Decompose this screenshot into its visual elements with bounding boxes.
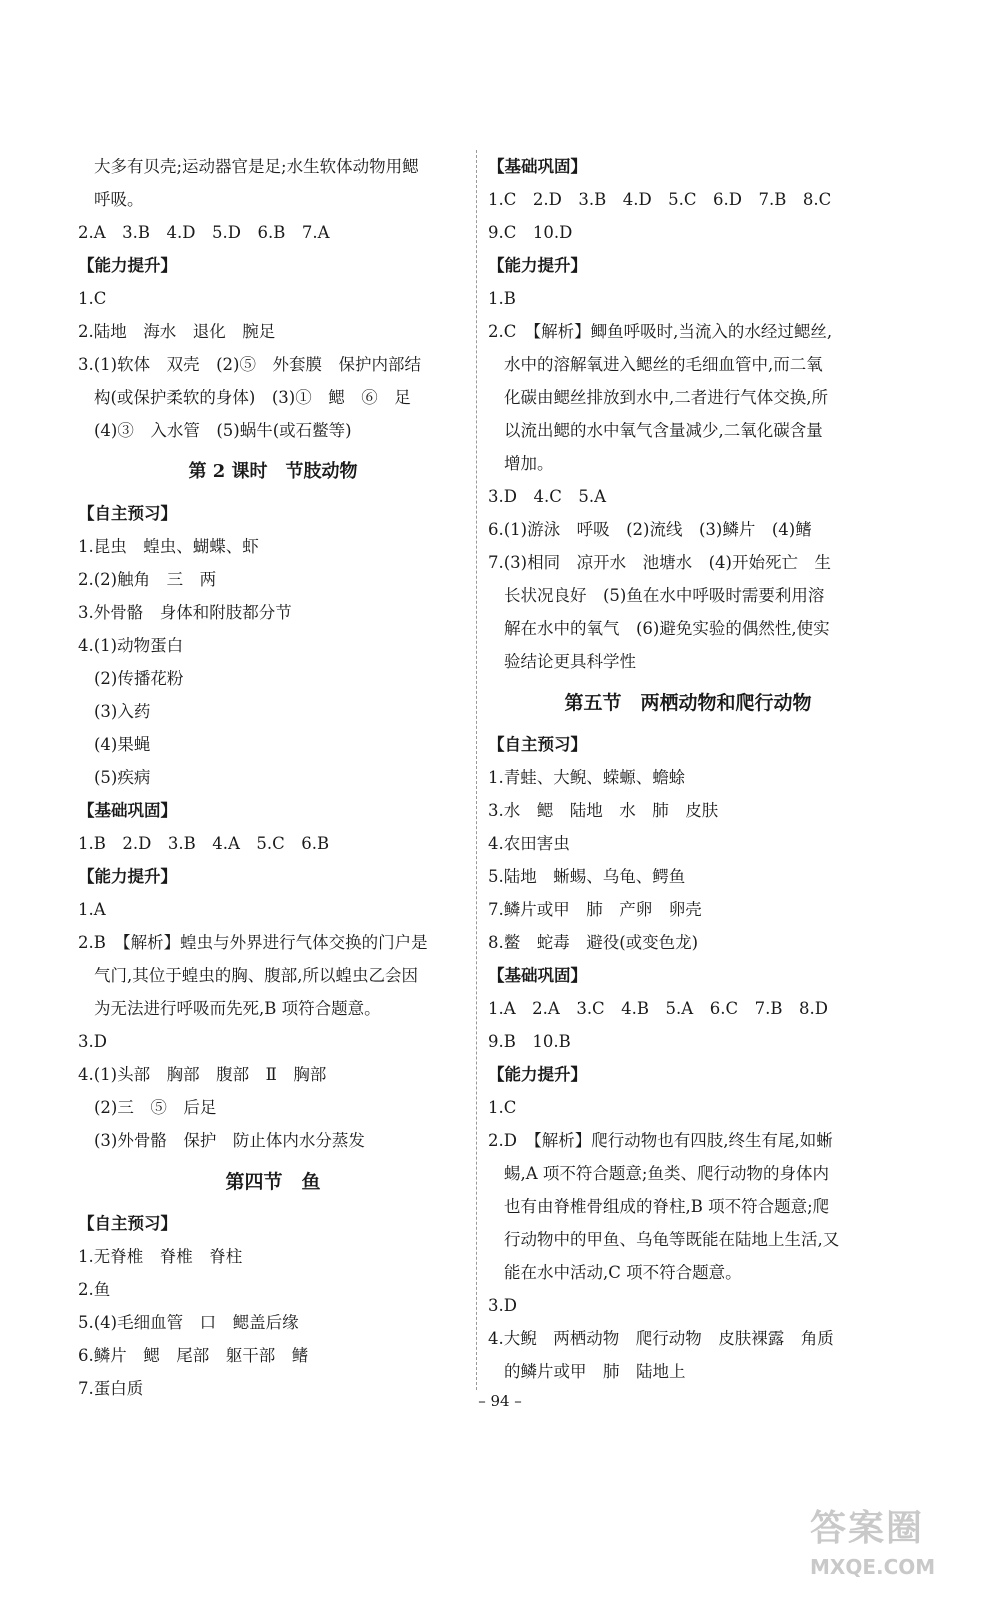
chapter-title: 第四节 鱼	[225, 1171, 321, 1193]
answer-continuation: (2)传播花粉	[94, 669, 184, 688]
left-column	[78, 150, 468, 1405]
watermark-logo	[810, 1500, 990, 1595]
answer-continuation: (4)果蝇	[94, 735, 151, 754]
subsection-heading: 【能力提升】	[78, 256, 177, 275]
answer-continuation: 气门,其位于蝗虫的胸、腹部,所以蝗虫乙会因	[94, 966, 418, 985]
answer-line: 1.C 2.D 3.B 4.D 5.C 6.D 7.B 8.C	[488, 190, 832, 209]
answer-continuation: 解在水中的氧气 (6)避免实验的偶然性,使实	[504, 619, 830, 638]
answer-line: 9.C 10.D	[488, 223, 573, 242]
answer-line: 5.(4)毛细血管 口 鳃盖后缘	[78, 1313, 299, 1332]
answer-line: 1.青蛙、大鲵、蝾螈、蟾蜍	[488, 768, 686, 787]
section-title: 第 2 课时 节肢动物	[188, 461, 358, 482]
answer-line: 2.(2)触角 三 两	[78, 570, 217, 589]
answer-line: 7.蛋白质	[78, 1379, 144, 1398]
answer-line: 6.鳞片 鳃 尾部 躯干部 鳍	[78, 1346, 309, 1365]
answer-line: 7.(3)相同 凉开水 池塘水 (4)开始死亡 生	[488, 553, 831, 572]
answer-line: 5.陆地 蜥蜴、乌龟、鳄鱼	[488, 867, 686, 886]
subsection-heading: 【基础巩固】	[488, 157, 587, 176]
answer-line: 2.D 【解析】爬行动物也有四肢,终生有尾,如蜥	[488, 1131, 833, 1150]
answer-continuation: (3)入药	[94, 702, 151, 721]
answer-continuation: 增加。	[504, 454, 554, 473]
answer-line: 2.C 【解析】鲫鱼呼吸时,当流入的水经过鳃丝,	[488, 322, 833, 341]
answer-continuation: 呼吸。	[94, 190, 144, 209]
answer-line: 3.水 鳃 陆地 水 肺 皮肤	[488, 801, 719, 820]
answer-line: 2.鱼	[78, 1280, 111, 1299]
answer-line: 3.D 4.C 5.A	[488, 487, 606, 506]
answer-continuation: 水中的溶解氧进入鳃丝的毛细血管中,而二氧	[504, 355, 823, 374]
answer-line: 2.A 3.B 4.D 5.D 6.B 7.A	[78, 223, 330, 242]
answer-line: 3.D	[78, 1032, 107, 1051]
subsection-heading: 【能力提升】	[488, 1065, 587, 1084]
answer-continuation: 以流出鳃的水中氧气含量减少,二氧化碳含量	[504, 421, 823, 440]
answer-line: 2.B 【解析】蝗虫与外界进行气体交换的门户是	[78, 933, 428, 952]
page-number: – 94 –	[478, 1392, 522, 1410]
watermark-logo-text: 答案圈	[810, 1508, 925, 1549]
answer-line: 8.鳖 蛇毒 避役(或变色龙)	[488, 933, 699, 952]
answer-line: 1.无脊椎 脊椎 脊柱	[78, 1247, 243, 1266]
column-divider	[476, 150, 477, 1390]
answer-line: 1.昆虫 蝗虫、蝴蝶、虾	[78, 537, 259, 556]
answer-continuation: 化碳由鳃丝排放到水中,二者进行气体交换,所	[504, 388, 828, 407]
answer-continuation: (5)疾病	[94, 768, 151, 787]
answer-line: 6.(1)游泳 呼吸 (2)流线 (3)鳞片 (4)鳍	[488, 520, 812, 539]
subsection-heading: 【能力提升】	[488, 256, 587, 275]
subsection-heading: 【自主预习】	[78, 504, 177, 523]
answer-line: 1.A	[78, 900, 106, 919]
answer-line: 4.(1)头部 胸部 腹部 Ⅱ 胸部	[78, 1065, 327, 1084]
answer-continuation: 的鳞片或甲 肺 陆地上	[504, 1362, 686, 1381]
answer-continuation: 为无法进行呼吸而先死,B 项符合题意。	[94, 999, 381, 1018]
subsection-heading: 【基础巩固】	[488, 966, 587, 985]
answer-continuation: 能在水中活动,C 项不符合题意。	[504, 1263, 742, 1282]
answer-continuation: 验结论更具科学性	[504, 652, 636, 671]
answer-line: 2.陆地 海水 退化 腕足	[78, 322, 276, 341]
answer-line: 1.C	[488, 1098, 517, 1117]
watermark-url: MXQE.COM	[810, 1555, 936, 1579]
answer-continuation: (4)③ 入水管 (5)蜗牛(或石鳖等)	[94, 421, 352, 440]
answer-line: 9.B 10.B	[488, 1032, 571, 1051]
answer-continuation: 蜴,A 项不符合题意;鱼类、爬行动物的身体内	[504, 1164, 829, 1183]
answer-line: 7.鳞片或甲 肺 产卵 卵壳	[488, 900, 702, 919]
answer-line: 3.外骨骼 身体和附肢都分节	[78, 603, 292, 622]
answer-line: 4.大鲵 两栖动物 爬行动物 皮肤裸露 角质	[488, 1329, 834, 1348]
answer-line: 4.农田害虫	[488, 834, 570, 853]
answer-continuation: 长状况良好 (5)鱼在水中呼吸时需要利用溶	[504, 586, 825, 605]
answer-line: 1.A 2.A 3.C 4.B 5.A 6.C 7.B 8.D	[488, 999, 828, 1018]
subsection-heading: 【能力提升】	[78, 867, 177, 886]
answer-line: 1.B 2.D 3.B 4.A 5.C 6.B	[78, 834, 330, 853]
answer-line: 3.(1)软体 双壳 (2)⑤ 外套膜 保护内部结	[78, 355, 421, 374]
answer-continuation: 大多有贝壳;运动器官是足;水生软体动物用鳃	[94, 157, 419, 176]
chapter-title: 第五节 两栖动物和爬行动物	[564, 692, 812, 714]
answer-continuation: 也有由脊椎骨组成的脊柱,B 项不符合题意;爬	[504, 1197, 830, 1216]
subsection-heading: 【自主预习】	[78, 1214, 177, 1233]
subsection-heading: 【基础巩固】	[78, 801, 177, 820]
answer-continuation: (3)外骨骼 保护 防止体内水分蒸发	[94, 1131, 365, 1150]
subsection-heading: 【自主预习】	[488, 735, 587, 754]
answer-continuation: 行动物中的甲鱼、乌龟等既能在陆地上生活,又	[504, 1230, 840, 1249]
right-column	[488, 150, 888, 1388]
answer-line: 3.D	[488, 1296, 517, 1315]
answer-line: 1.C	[78, 289, 107, 308]
answer-continuation: (2)三 ⑤ 后足	[94, 1098, 217, 1117]
answer-line: 4.(1)动物蛋白	[78, 636, 184, 655]
answer-continuation: 构(或保护柔软的身体) (3)① 鳃 ⑥ 足	[94, 388, 411, 407]
answer-line: 1.B	[488, 289, 516, 308]
